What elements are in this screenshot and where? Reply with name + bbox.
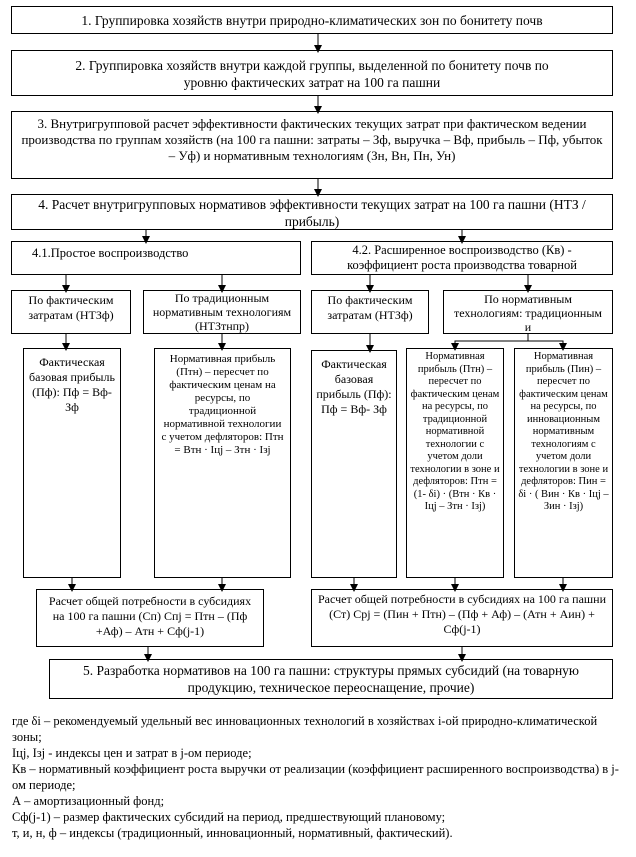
step5-text: 5. Разработка нормативов на 100 га пашни: структуры прямых субсидий (на товарную продукцию, техническое переоснащение, прочие) — [82, 663, 580, 695]
step4-text: 4. Расчет внутригрупповых нормативов эффективности текущих затрат на 100 га пашни (НТЗ / прибыль) — [38, 197, 586, 229]
right-trad-profit-box — [406, 348, 504, 578]
arrow-rightnorm-innov — [528, 334, 563, 347]
step3-text: 3. Внутригрупповой расчет эффективности фактических текущих затрат при фактическом ведении производства по группам хозяйств (на 100 га пашни: затраты – Зф, выручка – Вф, прибыль – Пф, убыток – Уф) и нормативным технологиям (Зн, Вн, Пн, Ун) — [21, 116, 603, 163]
legend-line: А – амортизационный фонд; — [12, 794, 165, 808]
left-fact-costs-text: По фактическим затратам (НТЗф) — [28, 293, 114, 322]
right-subsidy-text: Расчет общей потребности в субсидиях на 100 га пашни (Ст) Срj = (Пин + Птн) – (Пф + Аф) – (Атн + Аин) + Сф(j-1) — [318, 592, 606, 636]
right-fact-costs-text: По фактическим затратам (НТЗф) — [327, 293, 413, 322]
step2-text: 2. Группировка хозяйств внутри каждой группы, выделенной по бонитету почв по уровню фактических затрат на 100 га пашни — [75, 58, 549, 90]
left-subsidy-box — [36, 589, 264, 647]
step1-box — [11, 6, 613, 34]
right-fact-profit-box — [311, 350, 397, 578]
left-fact-profit-box — [23, 348, 121, 578]
right-fact-costs-box — [311, 290, 429, 334]
right-norm-tech-box — [443, 290, 613, 334]
legend-line: где δі – рекомендуемый удельный вес инновационных технологий в хозяйствах і-ой природно-климатической зоны; — [12, 714, 598, 744]
left-fact-costs-box — [11, 290, 131, 334]
legend-line: Iцj, Ізj - индексы цен и затрат в j-ом периоде; — [12, 746, 252, 760]
right-innov-profit-box — [514, 348, 613, 578]
left-fact-profit-text: Фактическая базовая прибыль (Пф): Пф = Вф- Зф — [29, 355, 115, 414]
step3-box — [11, 111, 613, 179]
extended-reproduction-text: 4.2. Расширенное воспроизводство (Кв) - коэффициент роста производства товарной — [347, 243, 577, 272]
step5-box — [49, 659, 613, 699]
simple-reproduction-box — [11, 241, 301, 275]
right-innov-profit-text: Нормативная прибыль (Пин) – пересчет по фактическим ценам на ресурсы, по инновационным нормативным технологиям с учетом доли технологии в зоне и дефляторов: Пин = δі · ( Вин · Кв · Iцj – Зин · Ізj) — [518, 351, 609, 512]
legend-line: т, и, н, ф – индексы (традиционный, инновационный, нормативный, фактический). — [12, 826, 453, 840]
step4-box — [11, 194, 613, 230]
left-trad-tech-box — [143, 290, 301, 334]
simple-reproduction-text: 4.1.Простое воспроизводство — [32, 246, 189, 260]
step1-text: 1. Группировка хозяйств внутри природно-климатических зон по бонитету почв — [81, 13, 543, 28]
right-subsidy-box — [311, 589, 613, 647]
legend-line: Сф(j-1) – размер фактических субсидий на период, предшествующий плановому; — [12, 810, 446, 824]
right-trad-profit-text: Нормативная прибыль (Птн) – пересчет по фактическим ценам на ресурсы, по традиционной нормативной технологии с учетом доли технологии в зоне и дефляторов: Птн = (1- δі) · (Втн · Кв · Iцj – Зтн · Ізj) — [410, 351, 500, 512]
right-norm-tech-text: По нормативным технологиям: традиционным и — [453, 292, 603, 334]
arrow-rightnorm-trad — [455, 334, 528, 347]
legend-line: Кв – нормативный коэффициент роста выручки от реализации (коэффициент расширенного воспроизводства) в j-ом периоде; — [12, 762, 619, 792]
left-trad-tech-text: По традиционным нормативным технологиям (НТЗтнпр) — [152, 291, 292, 333]
step2-box — [11, 50, 613, 96]
left-trad-profit-text: Нормативная прибыль (Птн) – пересчет по фактическим ценам на ресурсы, по традиционной нормативной технологии с учетом дефляторов: Птн = Втн · Iцj – Зтн · Ізj — [161, 353, 284, 456]
legend — [12, 713, 628, 841]
left-subsidy-text: Расчет общей потребности в субсидиях на 100 га пашни (Сп) Спj = Птн – (Пф +Аф) – Атн + Сф(j-1) — [48, 594, 252, 638]
left-trad-profit-box — [154, 348, 291, 578]
extended-reproduction-box — [311, 241, 613, 275]
right-fact-profit-text: Фактическая базовая прибыль (Пф): Пф = Вф- Зф — [316, 357, 392, 416]
